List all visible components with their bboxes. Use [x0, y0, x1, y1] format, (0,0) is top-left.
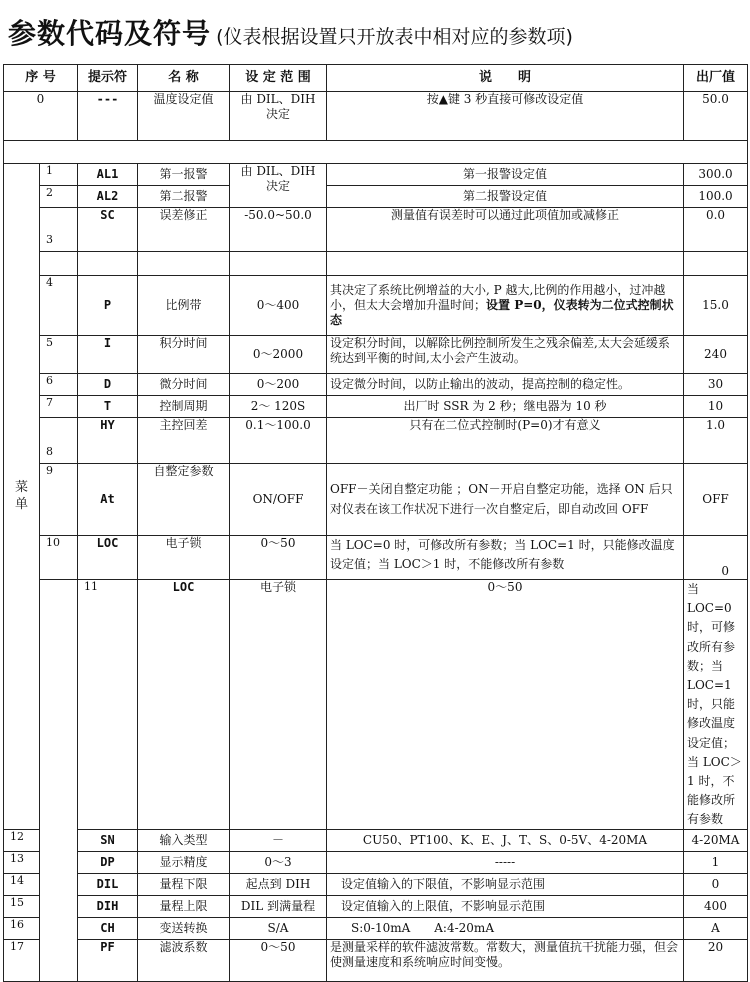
desc-bold-text: 设置 P=0，仪表转为二位式控制状态	[330, 298, 674, 327]
row-range: 由 DIL、DIH 决定	[230, 164, 327, 208]
row-default: 1	[684, 852, 748, 874]
row-default: 100.0	[684, 186, 748, 208]
row-code: DP	[78, 852, 138, 874]
row-num: 2	[40, 186, 78, 208]
table-row	[4, 92, 748, 141]
row-code: At	[78, 464, 138, 536]
title-subtitle: (仪表根据设置只开放表中相对应的参数项)	[216, 26, 573, 48]
row-name: 控制周期	[138, 396, 230, 418]
row-range: 0～200	[230, 374, 327, 396]
row-default: 1.0	[684, 418, 748, 464]
row-num: 17	[4, 940, 40, 982]
row-code: HY	[78, 418, 138, 464]
row-range: -50.0~50.0	[230, 208, 327, 252]
row-num: 13	[4, 852, 40, 874]
row-default: 240	[684, 336, 748, 374]
row-num: 3	[40, 208, 78, 252]
row-range: ON/OFF	[230, 464, 327, 536]
row-code: LOC	[78, 536, 138, 580]
row-range: 0～400	[230, 276, 327, 336]
row-num: 5	[40, 336, 78, 374]
row-range: 0.1～100.0	[230, 418, 327, 464]
table-row	[4, 940, 748, 982]
row-code: P	[78, 276, 138, 336]
row-code: D	[78, 374, 138, 396]
header-range: 设 定 范 围	[230, 65, 327, 92]
table-row	[4, 186, 748, 208]
row-code: PF	[78, 940, 138, 982]
row-num: 16	[4, 918, 40, 940]
row-default: 400	[684, 896, 748, 918]
row-code: SC	[78, 208, 138, 252]
row-desc: -----	[327, 852, 684, 874]
row-desc: OFF－关闭自整定功能 ；ON－开启自整定功能，选择 ON 后只对仪表在该工作状况下进行一次自整定后，即自动改回 OFF	[327, 464, 684, 536]
row-default: 0.0	[684, 208, 748, 252]
row-default: 50.0	[684, 92, 748, 141]
row-range: 0～50	[230, 940, 327, 982]
row-name: 量程下限	[138, 874, 230, 896]
row-name: 输入类型	[138, 830, 230, 852]
desc-text: 其决定了系统比例增益的大小, P 越大,比例的作用越小，过冲越小，但太大会增加升温时间；	[330, 283, 666, 312]
row-range: 起点到 DIH	[230, 874, 327, 896]
row-desc: 设定值输入的下限值，不影响显示范围	[327, 874, 684, 896]
row-name: 电子锁	[138, 536, 230, 580]
parameter-table	[3, 64, 748, 982]
row-num: 15	[4, 896, 40, 918]
table-row	[4, 374, 748, 396]
row-num: 1	[40, 164, 78, 186]
row-desc: 设定值输入的上限值，不影响显示范围	[327, 896, 684, 918]
row-name: 比例带	[138, 276, 230, 336]
table-row	[4, 276, 748, 336]
row-desc: 第一报警设定值	[327, 164, 684, 186]
title-main: 参数代码及符号	[8, 17, 212, 50]
table-row	[4, 418, 748, 464]
row-num: 6	[40, 374, 78, 396]
row-default: 0	[684, 536, 748, 580]
row-num: 11	[78, 580, 138, 830]
page-title	[8, 12, 573, 56]
header-desc: 说 明	[327, 65, 684, 92]
row-code: AL1	[78, 164, 138, 186]
row-name: 温度设定值	[138, 92, 230, 141]
row-name: 滤波系数	[138, 940, 230, 982]
row-default: 20	[684, 940, 748, 982]
row-num: 8	[40, 418, 78, 464]
row-num: 7	[40, 396, 78, 418]
row-default: A	[684, 918, 748, 940]
row-code: DIL	[78, 874, 138, 896]
table-row	[4, 918, 748, 940]
row-num: 14	[4, 874, 40, 896]
row-range: S/A	[230, 918, 327, 940]
row-desc: 第二报警设定值	[327, 186, 684, 208]
table-row	[4, 396, 748, 418]
row-default: 4-20MA	[684, 830, 748, 852]
header-code: 提示符	[78, 65, 138, 92]
row-desc: 是测量采样的软件滤波常数。常数大，测量值抗干扰能力强，但会使测量速度和系统响应时间变慢。	[327, 940, 684, 982]
side-label-char: 菜	[14, 480, 28, 496]
row-code: I	[78, 336, 138, 374]
row-desc: 只有在二位式控制时(P=0)才有意义	[327, 418, 684, 464]
side-menu-label	[4, 164, 40, 830]
row-name: 主控回差	[138, 418, 230, 464]
side-label-char: 单	[14, 496, 28, 512]
table-row	[4, 208, 748, 252]
table-row	[4, 536, 748, 580]
table-row	[4, 164, 748, 186]
row-desc: 出厂时 SSR 为 2 秒；继电器为 10 秒	[327, 396, 684, 418]
row-code: AL2	[78, 186, 138, 208]
row-code: T	[78, 396, 138, 418]
row-name: 自整定参数	[138, 464, 230, 536]
row-name: 变送转换	[138, 918, 230, 940]
empty-row	[4, 252, 748, 276]
row-name: 量程上限	[138, 896, 230, 918]
row-code: SN	[78, 830, 138, 852]
row-name: 微分时间	[138, 374, 230, 396]
row-num: 12	[4, 830, 40, 852]
row-range: 0～50	[230, 536, 327, 580]
row-default: OFF	[684, 464, 748, 536]
row-range: －	[230, 830, 327, 852]
row-code: ---	[78, 92, 138, 141]
table-row	[4, 336, 748, 374]
row-num: 4	[40, 276, 78, 336]
header-default: 出厂值	[684, 65, 748, 92]
row-name: 电子锁	[230, 580, 327, 830]
table-header-row	[4, 65, 748, 92]
row-code: LOC	[138, 580, 230, 830]
row-default: 30	[684, 374, 748, 396]
row-name: 积分时间	[138, 336, 230, 374]
row-range: DIL 到满量程	[230, 896, 327, 918]
row-num: 9	[40, 464, 78, 536]
row-desc: 按▲键 3 秒直接可修改设定值	[327, 92, 684, 141]
row-code: CH	[78, 918, 138, 940]
row-name: 显示精度	[138, 852, 230, 874]
row-name: 第一报警	[138, 164, 230, 186]
row-name: 第二报警	[138, 186, 230, 208]
header-seq: 序 号	[4, 65, 78, 92]
row-name: 误差修正	[138, 208, 230, 252]
row-desc	[327, 276, 684, 336]
side-group-2	[40, 580, 78, 982]
row-default: 0	[684, 874, 748, 896]
row-desc: 设定积分时间，以解除比例控制所发生之残余偏差,太大会延缓系统达到平衡的时间,太小会产生波动。	[327, 336, 684, 374]
row-num: 0	[4, 92, 78, 141]
table-row	[4, 830, 748, 852]
row-desc: 测量值有误差时可以通过此项值加或减修正	[327, 208, 684, 252]
row-range: 2～ 120S	[230, 396, 327, 418]
table-row	[4, 464, 748, 536]
table-row	[4, 874, 748, 896]
row-desc: 设定微分时间，以防止输出的波动，提高控制的稳定性。	[327, 374, 684, 396]
header-name: 名 称	[138, 65, 230, 92]
row-range: 0～50	[327, 580, 684, 830]
row-desc: S:0-10mA A:4-20mA	[327, 918, 684, 940]
row-default: 15.0	[684, 276, 748, 336]
row-range: 0～2000	[230, 336, 327, 374]
row-code: DIH	[78, 896, 138, 918]
table-row	[4, 852, 748, 874]
table-row	[4, 580, 748, 830]
row-range: 0～3	[230, 852, 327, 874]
separator-row	[4, 141, 748, 164]
row-default: 10	[684, 396, 748, 418]
table-row	[4, 896, 748, 918]
row-desc: 当 LOC=0 时，可修改所有参数；当 LOC=1 时，只能修改温度设定值；当 LOC＞1 时，不能修改所有参数	[684, 580, 748, 830]
row-desc: CU50、PT100、K、E、J、T、S、0-5V、4-20MA	[327, 830, 684, 852]
row-default: 300.0	[684, 164, 748, 186]
row-range: 由 DIL、DIH 决定	[230, 92, 327, 141]
row-desc: 当 LOC=0 时，可修改所有参数；当 LOC=1 时，只能修改温度设定值；当 LOC＞1 时，不能修改所有参数	[327, 536, 684, 580]
row-num: 10	[40, 536, 78, 580]
